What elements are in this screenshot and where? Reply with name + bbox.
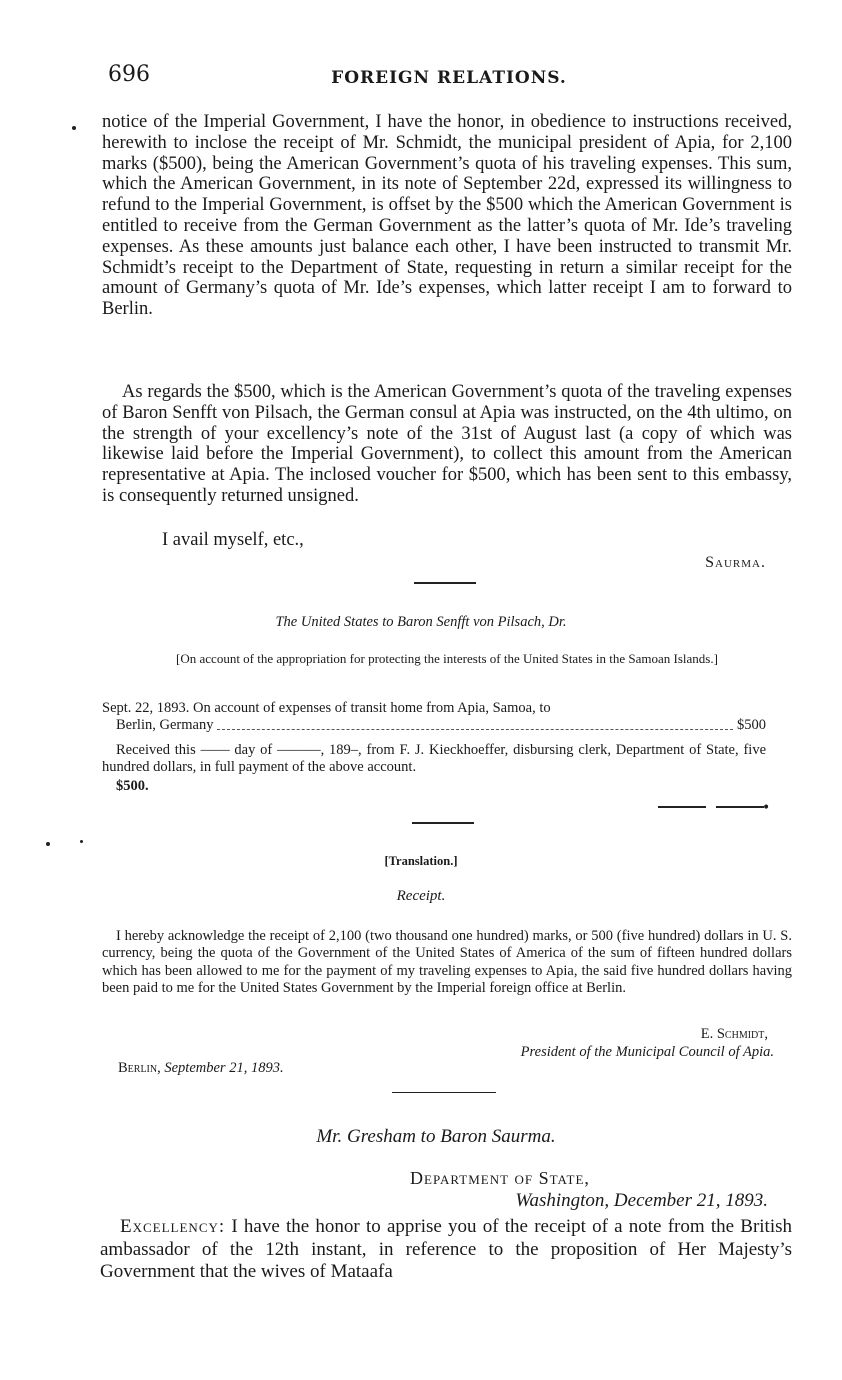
section-divider [414, 582, 476, 584]
page-number: 696 [108, 62, 150, 87]
letter-signature: Saurma. [705, 554, 766, 571]
receipt-title: Receipt. [396, 888, 446, 904]
dot-leader [217, 717, 733, 730]
voucher-received-text: Received this —— day of ———, 189–, from F. J. Kieckhoeffer, disbursing clerk, Department of State, five hundred dollars, in full payment of the above account. [102, 742, 766, 775]
voucher-amount: $500. [116, 778, 149, 794]
signature-blank-dot: • [762, 800, 771, 816]
receipt-place-date [118, 1060, 284, 1077]
letter2-paragraph [100, 1216, 792, 1284]
voucher-entry-amount: $500 [737, 717, 766, 733]
voucher-entry-line-2 [102, 717, 766, 734]
letter-closing: I avail myself, etc., [162, 530, 304, 550]
letter-paragraph-1: notice of the Imperial Government, I have the honor, in obedience to instructions received, herewith to inclose the receipt of Mr. Schmidt, the municipal president of Apia, for 2,100 marks ($500), being the American Government’s quota of his traveling expenses. This sum, which the American Government, in its note of September 22d, expressed its willingness to refund to the Imperial Government, is offset by the $500 which the American Government is entitled to receive from the German Government as the latter’s quota of Mr. Ide’s traveling expenses. As these amounts just balance each other, I have been instructed to transmit Mr. Schmidt’s receipt to the Department of State, requesting in return a similar receipt for the amount of Germany’s quota of Mr. Ide’s expenses, which latter receipt I am to forward to Berlin. [102, 112, 792, 320]
voucher-entry-line-1: Sept. 22, 1893. On account of expenses of transit home from Apia, Samoa, to [102, 700, 551, 716]
receipt-signer: E. Schmidt, [700, 1026, 768, 1042]
ink-speck [46, 842, 50, 846]
letter2-department: Department of State, [410, 1168, 590, 1188]
receipt-signer-title: President of the Municipal Council of Apia. [520, 1044, 774, 1060]
section-divider [412, 822, 474, 824]
letter2-dateline: Washington, December 21, 1893. [515, 1190, 768, 1211]
ink-speck [72, 126, 76, 130]
signature-blank-2 [716, 806, 764, 808]
page-header [104, 60, 794, 92]
voucher-title: The United States to Baron Senfft von Pilsach, Dr. [275, 614, 567, 630]
receipt-place: Berlin, [118, 1060, 161, 1076]
voucher-note: [On account of the appropriation for protecting the interests of the United States in the Samoan Islands.] [176, 651, 718, 666]
letter-paragraph-2: As regards the $500, which is the American Government’s quota of the traveling expenses of Baron Senfft von Pilsach, the German consul at Apia was instructed, on the 4th ultimo, on the strength of your excellency’s note of the 31st of August last (a copy of which was likewise laid before the Imperial Government), to collect this amount from the American representative at Apia. The inclosed voucher for $500, which has been sent to this embassy, is consequently returned unsigned. [102, 382, 792, 506]
ink-speck [80, 840, 83, 843]
translation-label: [Translation.] [384, 854, 458, 868]
voucher-entry [102, 700, 766, 734]
letter2-text: I have the honor to apprise you of the receipt of a note from the British ambassador of the 12th instant, in reference to the proposition of Her Majesty’s Government that the wives of Mataafa [100, 1216, 793, 1282]
receipt-date: September 21, 1893. [164, 1060, 284, 1076]
letter2-salutation: Excellency: [120, 1216, 226, 1237]
voucher-entry-destination: Berlin, Germany [116, 717, 214, 733]
signature-blank-1 [658, 806, 706, 808]
section-divider [392, 1092, 496, 1093]
letter2-title: Mr. Gresham to Baron Saurma. [316, 1126, 556, 1147]
receipt-text: I hereby acknowledge the receipt of 2,100 (two thousand one hundred) marks, or 500 (five hundred) dollars in U. S. currency, being the quota of the Government of the United States of America of the sum of fifteen hundred dollars which has been allowed to me for the payment of my traveling expenses to Apia, the said five hundred dollars having been paid to me for the United States Government by the Imperial foreign office at Berlin. [102, 928, 792, 997]
running-title: FOREIGN RELATIONS. [331, 68, 567, 88]
